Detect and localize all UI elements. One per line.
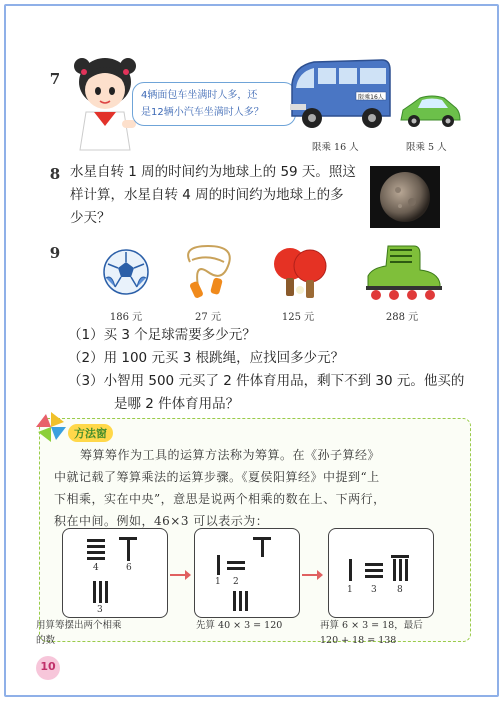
jump-rope-price: 27 元 (195, 312, 221, 323)
question-8-text: 水星自转 1 周的时间约为地球上的 59 天。照这 样计算，水星自转 4 周的时间约为地球上的多 少天？ (70, 164, 356, 226)
rod-label: 8 (397, 585, 403, 595)
car-caption: 限乘 5 人 (406, 142, 447, 153)
rod-label: 6 (126, 563, 132, 573)
question-9-number: 9 (44, 242, 66, 264)
question-9-sub-1: （1）买 3 个足球需要多少元？ (68, 327, 256, 343)
football-illustration (102, 248, 150, 296)
question-9-sub-3b: 是哪 2 件体育用品？ (114, 396, 240, 412)
rod-label: 3 (371, 585, 377, 595)
method-window-heading: 方法窗 (68, 424, 113, 442)
textbook-page (4, 4, 499, 697)
counting-rods-box-1 (62, 528, 168, 618)
svg-text:限乘16人: 限乘16人 (358, 94, 384, 101)
roller-skate-illustration (358, 240, 446, 302)
question-7-number: 7 (44, 68, 66, 90)
arrow-right-icon (170, 574, 186, 576)
football-price: 186 元 (109, 312, 143, 323)
arrow-right-icon (302, 574, 318, 576)
step-2-caption: 先算 40 × 3 = 120 (196, 620, 283, 631)
rod-label: 1 (347, 585, 353, 595)
ping-pong-price: 125 元 (281, 312, 315, 323)
rod-label: 3 (97, 605, 103, 615)
car-illustration (398, 90, 462, 130)
minibus-illustration (286, 54, 396, 134)
girl-illustration (72, 50, 138, 152)
counting-rods-box-2 (194, 528, 300, 618)
rod-label: 4 (93, 563, 99, 573)
rod-label: 1 (215, 577, 221, 587)
question-9-sub-2: （2）用 100 元买 3 根跳绳，应找回多少元？ (68, 350, 345, 366)
question-9-sub-3a: （3）小智用 500 元买了 2 件体育用品，剩下不到 30 元。他买的 (68, 373, 465, 389)
jump-rope-illustration (178, 242, 240, 300)
page-number: 10 (40, 660, 56, 673)
pinwheel-icon (34, 410, 68, 444)
question-8-number: 8 (44, 163, 66, 185)
step-3-caption: 再算 6 × 3 = 18，最后 120 + 18 = 138 (320, 620, 423, 646)
counting-rods-box-3 (328, 528, 434, 618)
step-1-caption: 用算筹摆出两个相乘 的数 (36, 620, 122, 646)
ping-pong-paddles-illustration (268, 244, 332, 300)
minibus-caption: 限乘 16 人 (312, 142, 359, 153)
mercury-photo (370, 166, 440, 228)
method-window-text: 筹算筹作为工具的运算方法称为筹算。在《孙子算经》 中就记载了筹算乘法的运算步骤。《夏侯阳算经》中提到“上 下相乘，实在中央”，意思是说两个相乘的数在上、下两行， 积在中间。例如，46×3 可以表示为： (54, 448, 386, 528)
rod-label: 2 (233, 577, 239, 587)
speech-bubble: 4辆面包车坐满时人多，还 是12辆小汽车坐满时人多？ (132, 82, 296, 126)
question-9-subquestions (68, 324, 468, 416)
roller-skate-price: 288 元 (385, 312, 419, 323)
